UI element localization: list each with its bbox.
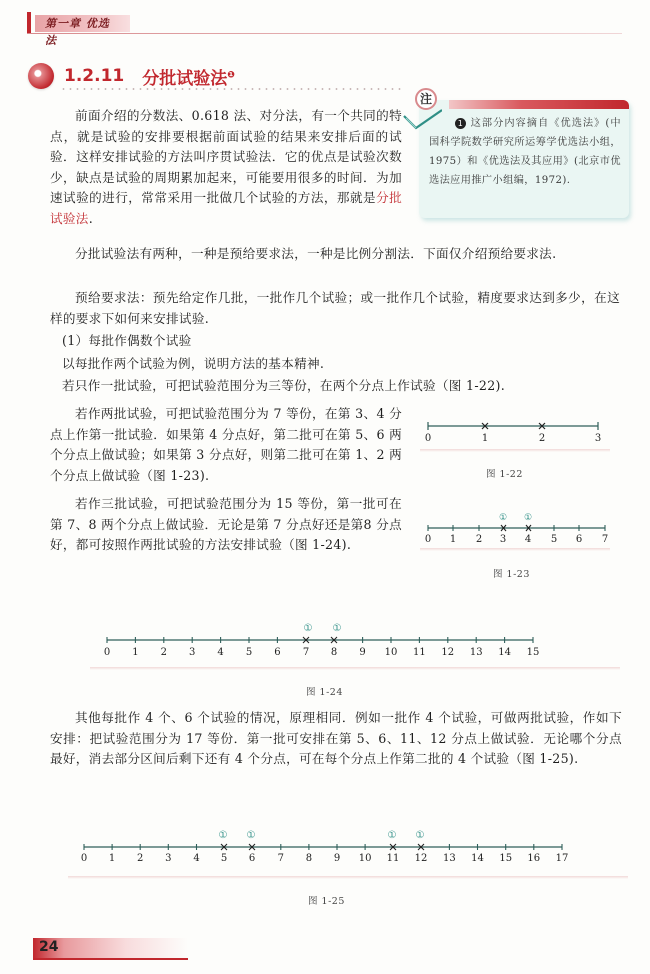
header-rule — [27, 33, 622, 34]
note-header-band — [449, 100, 629, 109]
svg-text:7: 7 — [601, 534, 609, 545]
figure-1-22 — [425, 422, 605, 452]
figure-caption: 图 1-22 — [486, 469, 523, 480]
note-badge: 注 — [415, 88, 437, 110]
svg-text:1: 1 — [481, 433, 489, 444]
svg-text:0: 0 — [80, 853, 88, 864]
section-heading-text: 分批试验法 — [142, 68, 228, 89]
svg-text:14: 14 — [498, 647, 511, 658]
paragraph-8: 若作三批试验，可把试验范围分为 15 等份，第一批可在第 7、8 两个分点上做试验．无论是第 7 分点好还是第8 分点好，都可按照作两批试验的方法安排试验（图 1-24). — [50, 496, 402, 552]
svg-text:3: 3 — [499, 534, 507, 545]
term-highlight: 分批试验法 — [50, 190, 402, 226]
figure-caption: 图 1-24 — [306, 687, 343, 698]
subheading-even-trials: (1）每批作偶数个试验 — [62, 333, 192, 348]
figure-1-25 — [82, 828, 577, 864]
svg-text:15: 15 — [499, 853, 513, 864]
svg-text:2: 2 — [160, 647, 167, 658]
chapter-label: 第一章 优选法 — [35, 15, 130, 32]
svg-text:2: 2 — [137, 853, 144, 864]
svg-text:①: ① — [387, 830, 397, 841]
svg-text:3: 3 — [594, 433, 602, 444]
svg-text:0: 0 — [424, 433, 432, 444]
svg-text:6: 6 — [248, 853, 256, 864]
section-bullet-icon — [28, 63, 54, 89]
svg-text:1: 1 — [449, 534, 457, 545]
page-number: 24 — [39, 939, 59, 955]
svg-text:5: 5 — [550, 534, 558, 545]
svg-text:①: ① — [523, 513, 533, 523]
number-line-15 — [105, 622, 545, 658]
svg-text:9: 9 — [359, 647, 366, 658]
footnote-marker: ❶ — [227, 69, 235, 80]
figure-caption: 图 1-25 — [308, 896, 345, 907]
paragraph-6: 若只作一批试验，可把试验范围分为三等份，在两个分点上作试验（图 1-22). — [62, 378, 506, 393]
number-line-17 — [82, 828, 577, 864]
svg-text:0: 0 — [103, 647, 111, 658]
paragraph-2: 分批试验法有两种，一种是预给要求法，一种是比例分割法．下面仅介绍预给要求法. — [75, 246, 557, 261]
svg-text:17: 17 — [555, 853, 569, 864]
paragraph-1-text: 前面介绍的分数法、0.618 法、对分法，有一个共同的特点，就是试验的安排要根据前面试验的结果来安排后面的试验．这样安排试验的方法叫序贯试验法．它的优点是试验次数少，缺点是试验的周期累加起来，可能要用很多的时间．为加速试验的进行，常常采用一批做几个试验的方法，那就是 — [50, 108, 402, 205]
header-accent-bar — [27, 12, 31, 34]
svg-text:16: 16 — [527, 853, 541, 864]
number-line-7 — [425, 512, 610, 544]
svg-text:8: 8 — [305, 853, 313, 864]
svg-text:10: 10 — [384, 647, 398, 658]
figure-1-23 — [425, 512, 610, 544]
svg-text:7: 7 — [302, 647, 310, 658]
section-title — [28, 63, 235, 89]
paragraph-3: 预给要求法：预先给定作几批，一批作几个试验；或一批作几个试验，精度要求达到多少，在这样的要求下如何来安排试验. — [50, 290, 620, 326]
note-text — [429, 114, 621, 190]
svg-text:9: 9 — [333, 853, 341, 864]
svg-text:①: ① — [303, 623, 313, 634]
svg-text:①: ① — [246, 830, 256, 841]
paragraph-1-end: . — [88, 210, 93, 226]
number-line-3 — [425, 422, 605, 452]
figure-shadow — [420, 548, 610, 551]
svg-text:8: 8 — [330, 647, 338, 658]
svg-text:13: 13 — [469, 647, 483, 658]
note-footnote-mark: 1 — [455, 118, 466, 129]
section-dotted-rule — [60, 88, 405, 90]
svg-text:11: 11 — [413, 647, 426, 658]
svg-text:4: 4 — [217, 647, 224, 658]
svg-text:12: 12 — [414, 853, 428, 864]
svg-text:5: 5 — [220, 853, 228, 864]
svg-text:1: 1 — [108, 853, 116, 864]
svg-text:2: 2 — [538, 433, 546, 444]
section-heading — [142, 64, 235, 89]
svg-text:3: 3 — [189, 647, 196, 658]
running-header — [27, 12, 497, 47]
svg-text:11: 11 — [386, 853, 400, 864]
svg-text:10: 10 — [358, 853, 372, 864]
paragraph-7: 若作两批试验，可把试验范围分为 7 等份，在第 3、4 分点上作第一批试验．如果第 4 分点好，第二批可在第 5、6 两个分点上做试验；如果第 3 分点好，则第二批可在第 1、2 两个分点上做试验（图 1-23). — [50, 406, 402, 483]
svg-text:①: ① — [332, 623, 342, 634]
svg-text:①: ① — [498, 513, 508, 523]
svg-text:3: 3 — [165, 853, 172, 864]
svg-text:6: 6 — [274, 647, 281, 658]
margin-note — [419, 100, 629, 218]
svg-text:14: 14 — [471, 853, 484, 864]
svg-text:4: 4 — [524, 534, 532, 545]
page-number-tab — [33, 938, 188, 960]
figure-caption: 图 1-23 — [493, 569, 530, 580]
svg-text:13: 13 — [443, 853, 456, 864]
svg-text:5: 5 — [245, 647, 253, 658]
figure-shadow — [68, 876, 628, 879]
svg-text:4: 4 — [193, 853, 200, 864]
note-check-icon — [402, 108, 442, 132]
svg-text:1: 1 — [132, 647, 139, 658]
section-number: 1.2.11 — [64, 66, 125, 86]
svg-text:7: 7 — [277, 853, 284, 864]
paragraph-5: 以每批作两个试验为例，说明方法的基本精神. — [62, 356, 325, 371]
svg-text:0: 0 — [424, 534, 432, 545]
svg-text:①: ① — [415, 830, 425, 841]
figure-1-24 — [105, 622, 545, 658]
figure-shadow — [420, 449, 610, 452]
note-body: 这部分内容摘自《优选法》(中国科学院数学研究所运筹学优选法小组，1975）和《优选法及其应用》(北京市优选法应用推广小组编，1972). — [429, 118, 621, 186]
figure-shadow — [90, 667, 620, 670]
svg-text:6: 6 — [575, 534, 583, 545]
svg-text:12: 12 — [441, 647, 455, 658]
svg-text:15: 15 — [526, 647, 540, 658]
paragraph-9: 其他每批作 4 个、6 个试验的情况，原理相同．例如一批作 4 个试验，可做两批试验，作如下安排：把试验范围分为 17 等份．第一批可安排在第 5、6、11、12 分点上做试验．无论哪个分点最好，消去部分区间后剩下还有 4 个分点，可在每个分点上作第二批的 4 个试验（图 1-25). — [50, 710, 622, 766]
paragraph-1 — [50, 106, 402, 229]
svg-text:2: 2 — [475, 534, 483, 545]
svg-text:①: ① — [218, 830, 228, 841]
